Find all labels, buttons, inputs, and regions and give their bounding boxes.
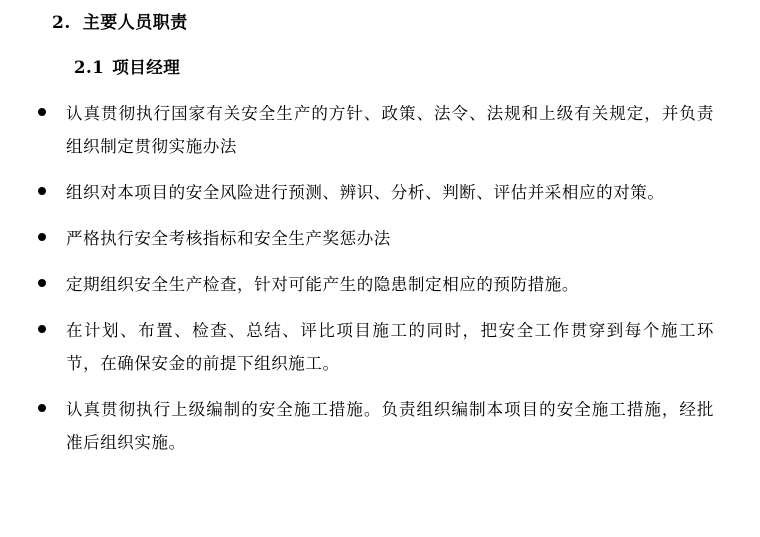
list-item-text: 组织对本项目的安全风险进行预测、辨识、分析、判断、评估并采相应的对策。 <box>66 182 665 202</box>
list-item <box>30 97 714 163</box>
section-title: 主要人员职责 <box>82 13 188 33</box>
list-item <box>30 222 714 255</box>
list-item-text: 严格执行安全考核指标和安全生产奖惩办法 <box>66 228 391 248</box>
list-item <box>30 393 714 459</box>
bullet-dot-icon <box>38 404 46 412</box>
list-item-text: 认真贯彻执行上级编制的安全施工措施。负责组织编制本项目的安全施工措施，经批准后组织实施。 <box>66 399 714 452</box>
subsection-title: 项目经理 <box>112 57 181 77</box>
bullet-dot-icon <box>38 279 46 287</box>
list-item-text: 定期组织安全生产检查，针对可能产生的隐患制定相应的预防措施。 <box>66 274 579 294</box>
bullet-dot-icon <box>38 233 46 241</box>
subsection-heading <box>74 56 714 79</box>
bullet-dot-icon <box>38 187 46 195</box>
subsection-number: 2.1 <box>74 57 105 77</box>
list-item <box>30 314 714 380</box>
bullet-dot-icon <box>38 108 46 116</box>
section-number: 2. <box>52 13 71 33</box>
list-item <box>30 268 714 301</box>
responsibility-list <box>30 97 714 459</box>
list-item <box>30 176 714 209</box>
bullet-dot-icon <box>38 325 46 333</box>
list-item-text: 在计划、布置、检查、总结、评比项目施工的同时，把安全工作贯穿到每个施工环节，在确保安金的前提下组织施工。 <box>66 320 714 373</box>
section-heading-main <box>52 12 714 36</box>
list-item-text: 认真贯彻执行国家有关安全生产的方针、政策、法令、法规和上级有关规定，并负责组织制定贯彻实施办法 <box>66 103 714 156</box>
